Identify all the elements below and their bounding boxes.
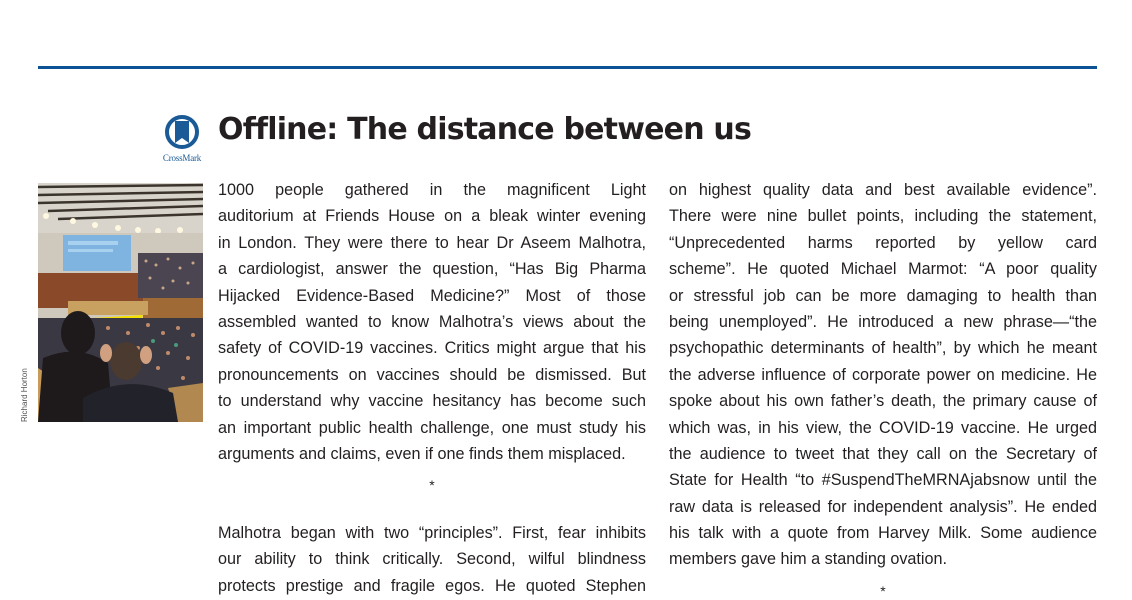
text-line: arguments and claims, even if one finds them misplaced. (218, 444, 626, 463)
text-line: members gave him a standing ovation. (669, 550, 948, 569)
text-line: assembled wanted to know Malhotra’s views about the (218, 312, 646, 331)
section-separator: * (429, 477, 435, 494)
article-title: Offline: The distance between us (218, 112, 752, 147)
text-line: or stressful job can be more damaging to health than (669, 286, 1097, 305)
photo-credit: Richard Horton (20, 368, 29, 422)
text-line: “Unprecedented harms reported by yellow card (669, 233, 1097, 252)
crossmark-icon (165, 115, 199, 151)
article-photo (38, 183, 203, 422)
text-line: Malhotra began with two “principles”. First, fear inhibits (218, 524, 646, 543)
auditorium-photo-icon (38, 183, 203, 422)
text-line: raw data is released for independent analysis”. He ended (669, 497, 1097, 516)
paragraph-2 (218, 520, 646, 599)
text-line: protects prestige and fragile egos. He quoted Stephen (218, 576, 646, 595)
header-rule (38, 66, 1097, 69)
text-line: spoke about his own father’s death, the primary cause of (669, 392, 1097, 411)
text-line: an important public health challenge, one must study his (218, 418, 646, 437)
paragraph-3 (669, 177, 1097, 573)
crossmark-label: CrossMark (162, 153, 202, 163)
text-line: on highest quality data and best available evidence”. (669, 181, 1097, 199)
text-line: pronouncements on vaccines should be dismissed. But (218, 365, 646, 384)
text-line: being unemployed”. He introduced a new phrase—“the (669, 312, 1097, 331)
article-column-left (218, 177, 646, 599)
text-line: psychopathic determinants of health”, by which he meant (669, 339, 1097, 358)
text-line: 1000 people gathered in the magnificent Light (218, 181, 646, 199)
text-line: Hijacked Evidence-Based Medicine?” Most of those (218, 286, 646, 305)
article-column-right (669, 177, 1097, 599)
section-separator: * (880, 582, 886, 599)
text-line: his talk with a quote from Harvey Milk. Some audience (669, 524, 1097, 543)
text-line: the adverse influence of corporate power on medicine. He (669, 365, 1097, 384)
text-line: which was, in his view, the COVID-19 vaccine. He urged (669, 418, 1097, 437)
spacer (218, 494, 646, 520)
text-line: to understand why vaccine hesitancy has become such (218, 392, 646, 411)
text-line: the audience to tweet that they call on the Secretary of (669, 444, 1097, 463)
text-line: safety of COVID-19 vaccines. Critics might argue that his (218, 339, 646, 358)
text-line: in London. They were there to hear Dr Aseem Malhotra, (218, 233, 646, 252)
text-line: State for Health “to #SuspendTheMRNAjabsnow until the (669, 471, 1097, 490)
text-line: auditorium at Friends House on a bleak winter evening (218, 207, 646, 226)
text-line: scheme”. He quoted Michael Marmot: “A poor quality (669, 260, 1097, 279)
text-line: There were nine bullet points, including the statement, (669, 207, 1097, 226)
crossmark-badge[interactable] (157, 115, 207, 167)
text-line: a cardiologist, answer the question, “Has Big Pharma (218, 260, 646, 279)
text-line: our ability to think critically. Second, wilful blindness (218, 550, 646, 569)
paragraph-1 (218, 177, 646, 467)
